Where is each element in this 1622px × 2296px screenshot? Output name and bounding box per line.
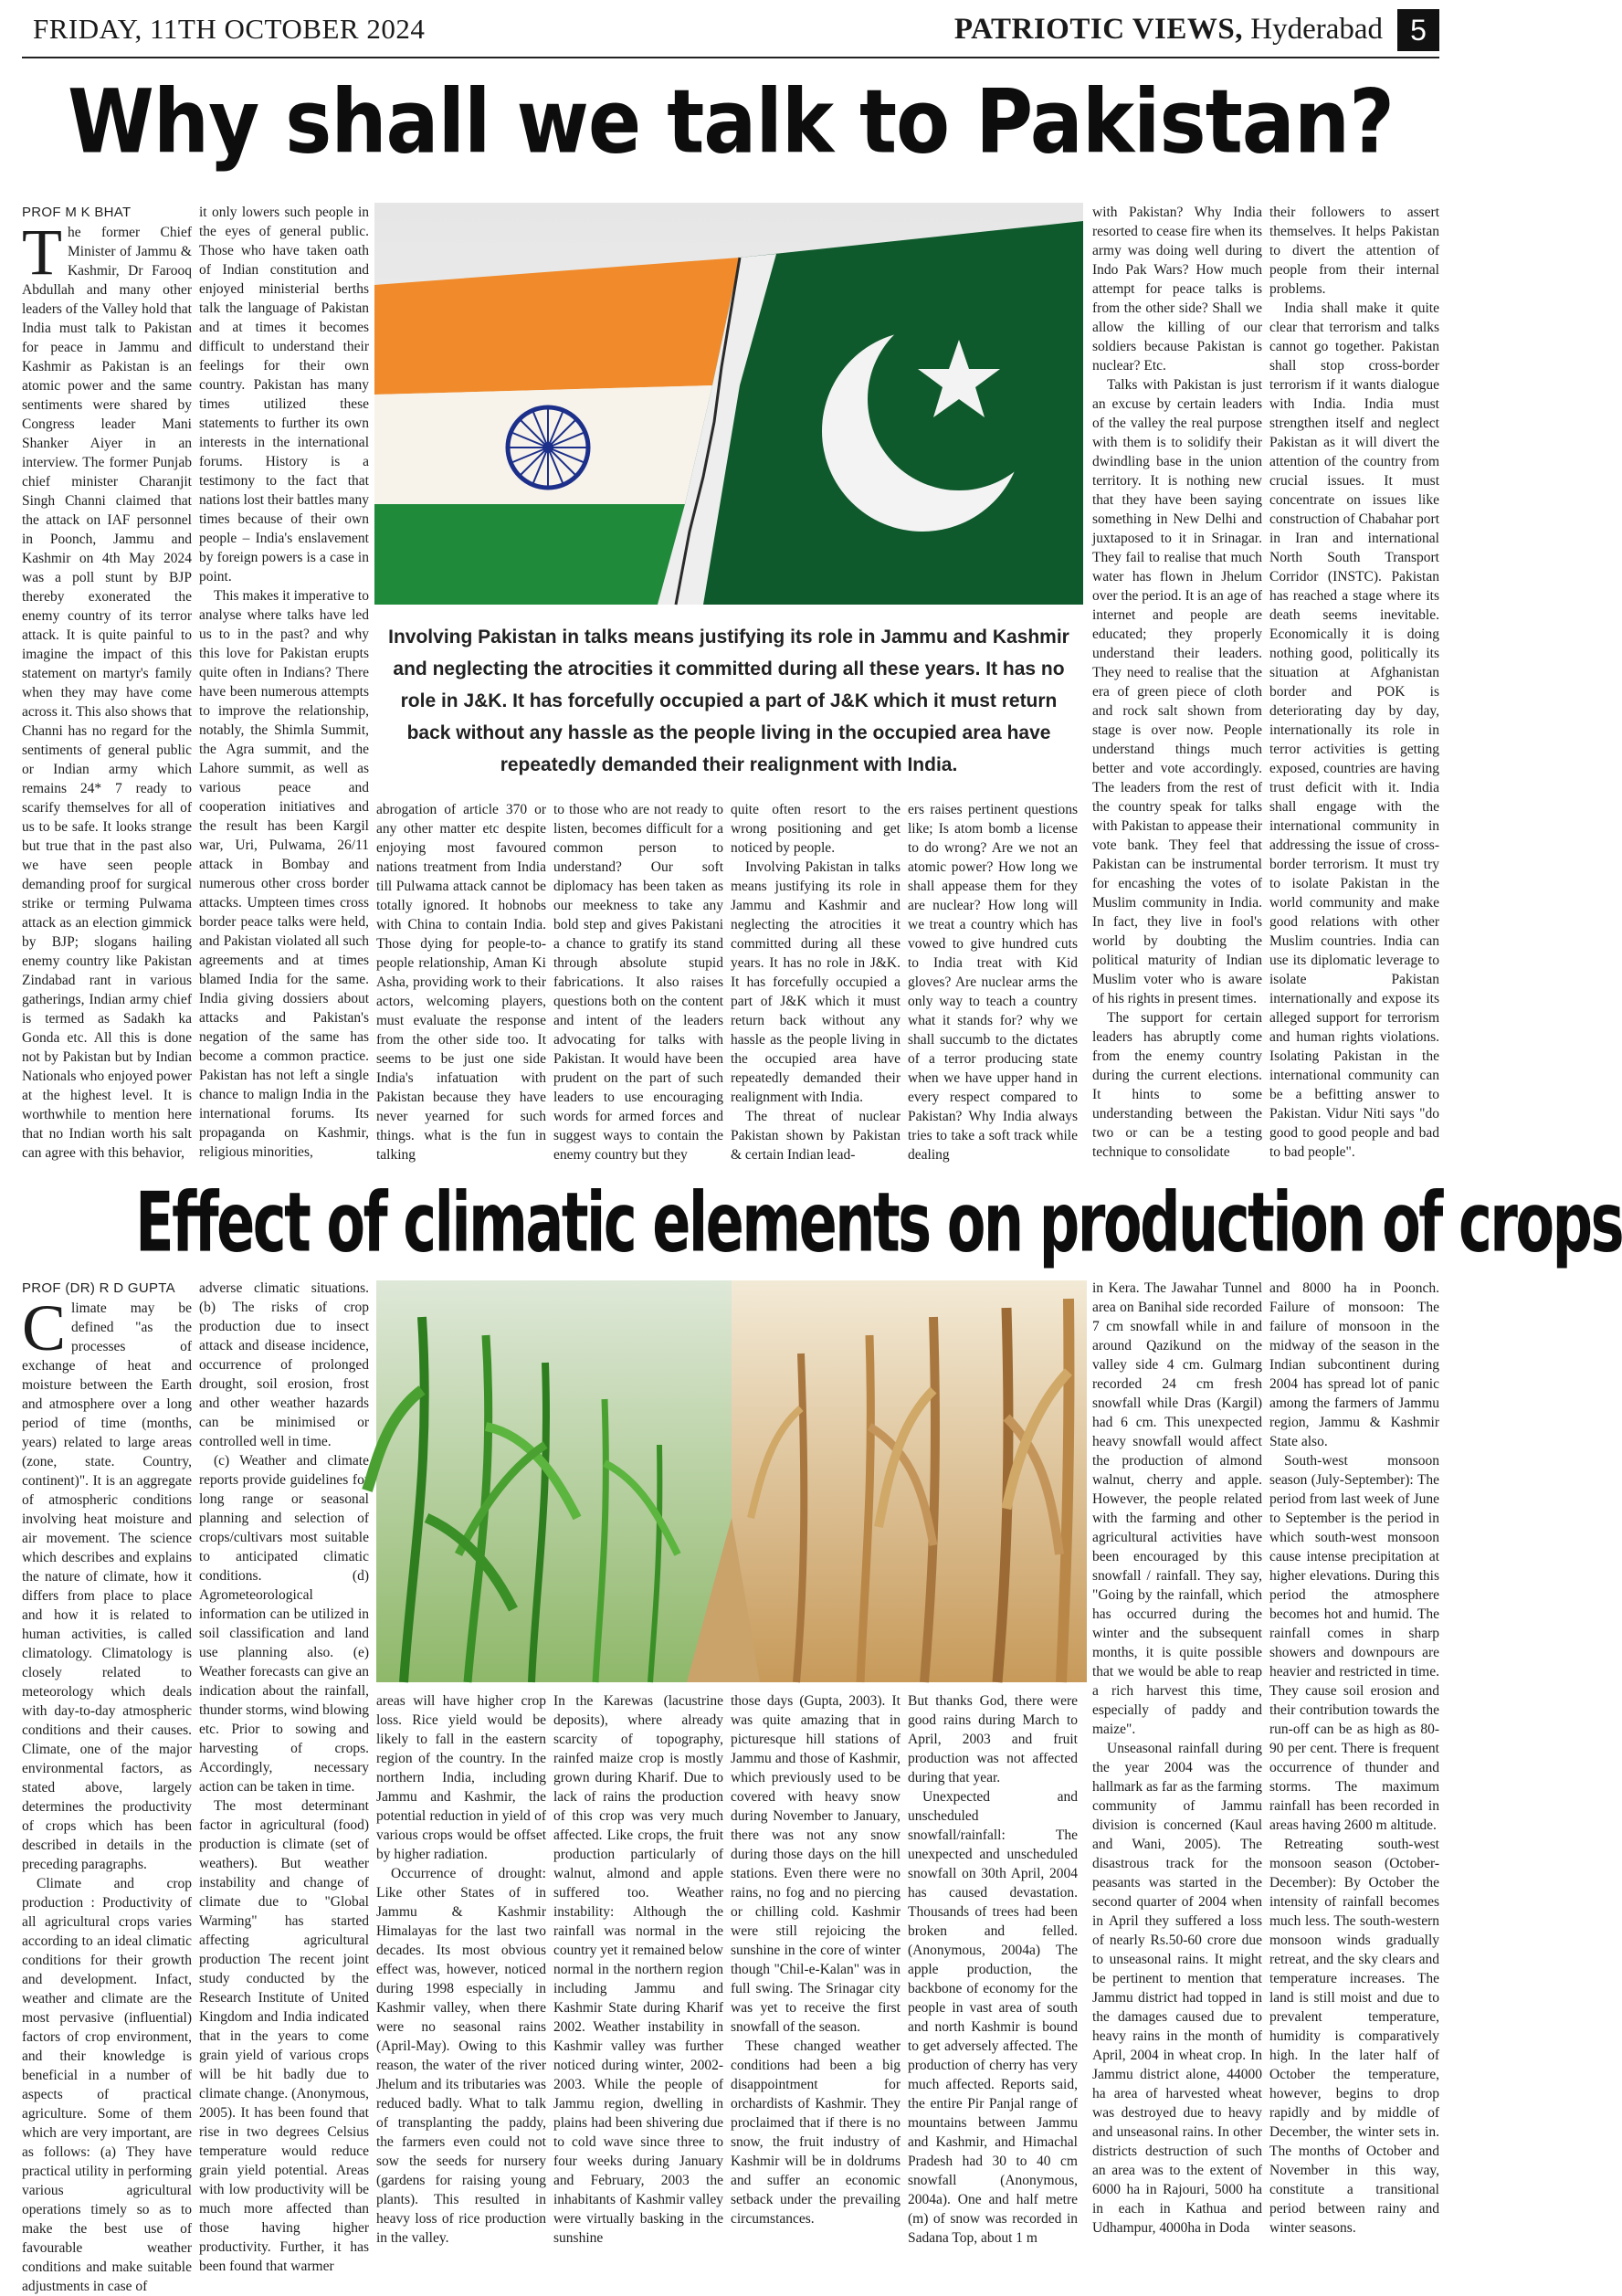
article2-column-2 <box>199 1279 369 2274</box>
article1-col1-text: he former Chief Minister of Jammu & Kashmir, Dr Farooq Abdullah and many other leaders of the Valley hold that India must talk to Pakistan for peace in Jammu and Kashmir as Pakistan is an atomic power and the same sentiments were shared by Congress leader Mani Shanker Aiyer in an interview. The former Punjab chief minister Charanjit Singh Channi claimed that the attack on IAF personnel in Poonch, Jammu and Kashmir on 4th May 2024 was a poll stunt by BJP thereby exonerated the enemy country of its terror attack. It is quite painful to imagine the impact of this statement on martyr's family when they may have come across it. This also shows that Channi has no regard for the sentiments of general public or Indian army which remains 24* 7 ready to scarify themselves for all of us to be safe. It looks strange but true that in the past also we have seen people demanding proof for surgical strike or terming Pulwama attack as an election gimmick by BJP; slogans hailing enemy country like Pakistan Zindabad rant in various gatherings, Indian army chief is termed as Sadakh ka Gonda etc. All this is done not by Pakistan but by Indian Nationals who enjoyed power at the highest level. It is worthwhile to mention here that no Indian worth his salt can agree with this behavior, <box>22 225 192 1161</box>
article1-col2-para-1: it only lowers such people in the eyes of general public. Those who have taken oath of Indian constitution and enjoyed ministerial berths talk the language of Pakistan and at times it becomes difficult to understand their feelings for their own country. Pakistan has many times utilized these statements to further its own interests in the international forums. History is a testimony to the fact that nations lost their battles many times because of their own people – India's enslavement by foreign powers is a case in point. <box>199 205 369 585</box>
paper-city: Hyderabad <box>1250 13 1383 46</box>
article2-col8-para-2: South-west monsoon season (July-September): The period from last week of June to September is the period in which south-west monsoon cause intense precipitation at higher elevations. During this period the atmosphere becomes hot and humid. The rainfall comes in sharp showers and downpours are heavier and restricted in time. They cause soil erosion and their contribution towards the run-off can be as high as 80-90 per cent. There is frequent occurrence of thunder and storms. The maximum rainfall has been recorded in areas having 2600 m altitude. <box>1269 1453 1439 1833</box>
flags-photo <box>374 203 1083 605</box>
article1-column-5 <box>731 800 901 1163</box>
article1-col5-para-1: quite often resort to the wrong positioning and get noticed by people. <box>731 802 901 856</box>
article1-dropcap: T <box>22 216 62 289</box>
issue-date: FRIDAY, 11TH OCTOBER 2024 <box>33 13 426 45</box>
article2-column-5 <box>731 1691 901 2230</box>
article2-headline: Effect of climatic elements on production of crops <box>135 1174 1622 1271</box>
page-number: 5 <box>1397 9 1439 51</box>
article2-col3-para-2: Occurrence of drought: Like other States of in Jammu & Kashmir Himalayas for the last two decades. Its most obvious effect was, however, noticed during 1998 especially in Kashmir valley, when there were no seasonal rains (April-May). Owing to this reason, the water of the river Jhelum and its tributaries was reduced badly. What to talk of transplanting the paddy, the farmers even could not sow the seeds for nursery (gardens for raising young plants). This resulted in heavy loss of rice production in the valley. <box>376 1866 546 2246</box>
article2-column-1 <box>22 1291 192 2294</box>
article2-col5-para-2: These changed weather conditions had been a big disappointment for orchardists of Kashmir. They proclaimed that if there is no snow, the fruit industry of Kashmir will be in doldrums and suffer an economic setback under the prevailing circumstances. <box>731 2038 901 2227</box>
masthead-rule <box>22 57 1439 58</box>
article1-col2-para-2: This makes it imperative to analyse where talks have led us to in the past? and why this love for Pakistan erupts quite often in Indians? There have been numerous attempts to improve the relationship, notably, the Shimla Summit, the Agra summit, and the Lahore summit, as well as various peace and cooperation initiatives and the result has been Kargil war, Uri, Pulwama, 26/11 attack in Bombay and numerous other cross border attacks. Umpteen times cross border peace talks were held, and Pakistan violated all such agreements and at times blamed India for the same. India giving dossiers about attacks and Pakistan's negation of the same has become a common practice. Pakistan has not left a single chance to malign India in the international forums. Its propaganda on Kashmir, religious minorities, <box>199 588 369 1160</box>
green-band <box>374 504 685 605</box>
india-pakistan-flags-image <box>374 203 1083 605</box>
article1-column-7 <box>1092 203 1262 1160</box>
article2-byline: PROF (DR) R D GUPTA <box>22 1280 175 1296</box>
newspaper-name <box>954 13 1383 47</box>
article2-column-4 <box>553 1691 723 2246</box>
article1-column-3 <box>376 800 546 1163</box>
article2-col7-para-2: Unseasonal rainfall during the year 2004 was the hallmark as far as the farming community of Jammu division is concerned (Kaul and Wani, 2005). The disastrous track for the peasants was started in the second quarter of 2004 when in April they suffered a loss of nearly Rs.50-60 crore due to unseasonal rains. It might be pertinent to mention that Jammu district had topped in the damages caused due to heavy rains in the month of April, 2004 in wheat crop. In Jammu district alone, 44000 ha area of harvested wheat was destroyed due to heavy and unseasonal rains. In other districts destruction of such an area was to the extent of 6000 ha in Rajouri, 5000 ha in each in Kathua and Udhampur, 4000ha in Doda <box>1092 1741 1262 2236</box>
paper-title: PATRIOTIC VIEWS, <box>953 13 1243 46</box>
dry-field-backdrop <box>732 1280 1087 1682</box>
article1-column-2-continued <box>199 800 369 1156</box>
article2-dropcap: C <box>22 1291 67 1364</box>
article1-column-4 <box>553 800 723 1163</box>
article1-column-8 <box>1269 203 1439 1160</box>
article2-col6-para-1: But thanks God, there were good rains during March to April, 2003 and fruit production was not affected during that year. <box>908 1693 1078 1785</box>
article1-col6-text: ers raises pertinent questions like; Is atom bomb a license to do wrong? Are we not an atomic power? How long we shall appease them for they are nuclear? How long will we treat a country which has vowed to give hundred cuts to India treat with Kid gloves? Are nuclear arms the only way to teach a country what it stands for? why we shall succumb to the dictates of a terror producing state when we have upper hand in every respect compared to Pakistan? Why India always tries to take a soft track while dealing <box>908 802 1078 1163</box>
article1-col7-para-2: Talks with Pakistan is just an excuse by certain leaders of the valley the real purpose with them is to solidify their dwindling base in the union territory. It is nothing new that they have been saying something in New Delhi and juxtaposed to it in Srinagar. They fail to realise that much water has flown in Jhelum over the period. It is an age of internet and people are educated; they properly understand their leaders. They need to realise that the era of green piece of cloth and rock salt shown from stage is over now. People understand things much better and vote accordingly. The leaders from the rest of the country speak for talks with Pakistan to appease their vote bank. They feel that Pakistan can be instrumental for encashing the votes of Muslim community in India. In fact, they live in fool's world by doubting the political maturity of Indian Muslim voter who is aware of his rights in present times. <box>1092 377 1262 1006</box>
article2-col2-para-2: (c) Weather and climate reports provide guidelines for long range or seasonal planning and selection of crops/cultivars most suitable to anticipated climatic conditions. (d) Agrometeorological information can be utilized in soil classification and land use planning also. (e) Weather forecasts can give an indication about the rainfall, thunder storms, wind blowing etc. Prior to sowing and harvesting of crops. Accordingly, necessary action can be taken in time. <box>199 1453 369 1795</box>
article2-column-3 <box>376 1691 546 2246</box>
article2-col5-para-1: those days (Gupta, 2003). It was quite amazing that in picturesque hill stations of Jammu and those of Kashmir, which previously used to be covered with heavy snow during November to January, there was not any snow during those days on the hill stations. Even there were no rains, no fog and no piercing or chilling cold. Kashmir were still rejoicing the sunshine in the core of winter though "Chil-e-Kalan" was in full swing. The Srinagar city was yet to receive the first snowfall of the season. <box>731 1693 901 2035</box>
article2-col7-para-1: in Kera. The Jawahar Tunnel area on Banihal side recorded 7 cm snowfall while in and around Qazikund on the valley side 4 cm. Gulmarg recorded 24 cm fresh snowfall while Dras (Kargil) had 6 cm. This unexpected heavy snowfall would affect the production of almond walnut, cherry and apple. However, the people related with the farming and other agricultural activities have been encouraged by this snowfall / rainfall. They say, "Going by the rainfall, which has occurred during the winter and the subsequent months, it is quite possible that we would be able to reap a rich harvest this time, especially of paddy and maize". <box>1092 1280 1262 1737</box>
crops-photo <box>376 1280 1087 1682</box>
article1-col7-para-3: The support for certain leaders has abruptly come from the enemy country during the current elections. It hints to some understanding between the two or can be a testing technique to consolidate <box>1092 1010 1262 1160</box>
article1-col3-text: abrogation of article 370 or any other matter etc despite enjoying most favoured nations treatment from India till Pulwama attack cannot be totally ignored. It hobnobs with China to contain India. Those dying for people-to-people relationship, Aman Ki Asha, providing work to their actors, welcoming players, must evaluate the response from the other side too. It seems to be just one side India's infatuation with Pakistan because they have never yearned for such things. what is the fun in talking <box>376 802 546 1163</box>
article2-col2-para-1: adverse climatic situations. (b) The risks of crop production due to insect attack and disease incidence, occurrence of prolonged drought, soil erosion, frost and other weather hazards can be minimised or controlled well in time. <box>199 1280 369 1449</box>
article1-col5-para-3: The threat of nuclear Pakistan shown by Pakistan & certain Indian lead- <box>731 1109 901 1163</box>
article1-col4-text: to those who are not ready to listen, becomes difficult for a common person to understand? Our soft diplomacy has been taken as our meekness to take any bold step and gives Pakistani a chance to gratify its stand through absolute stupid fabrications. It also raises questions both on the content and intent of the leaders advocating for talks with Pakistan. It would have been prudent on the part of such leaders to use encouraging words for armed forces and suggest ways to contain the enemy country but they <box>553 802 723 1163</box>
article1-column-1 <box>22 216 192 1161</box>
article2-col4-text: In the Karewas (lacustrine deposits), where already scarcity of topography, rainfed maize crop is mostly grown during Kharif. Due to lack of rains the production of this crop was very much affected. Like crops, the fruit production particularly of walnut, almond and apple suffered too. Weather instability: Although the rainfall was normal in the country yet it remained below normal in the northern region including Jammu and Kashmir State during Kharif 2002. Weather instability in Kashmir valley was further noticed during winter, 2002-2003. While the people of Jammu region, dwelling in plains had been shivering due to cold wave since three to four weeks during January and February, 2003 the inhabitants of Kashmir valley were virtually basking in the sunshine <box>553 1693 723 2246</box>
article2-column-7 <box>1092 1279 1262 2236</box>
article2-column-6 <box>908 1691 1078 2246</box>
article1-col5-para-2: Involving Pakistan in talks means justifying its role in Jammu and Kashmir and neglecting the atrocities it committed during all these years. It has no role in J&K. It has forcefully occupied a part of J&K which it must return back without any hassle as the people living in the occupied area have repeatedly demanded their realignment with India. <box>731 859 901 1105</box>
article2-col8-para-3: Retreating south-west monsoon season (October-December): By October the intensity of rainfall becomes much less. The south-western monsoon winds gradually retreat, and the sky clears and temperature increases. The land is still moist and due to prevalent temperature, humidity is comparatively high. In the later half of October the temperature, however, begins to drop rapidly and by middle of December, the winter sets in. The months of October and November in this way, constitute a transitional period between rainy and winter seasons. <box>1269 1837 1439 2236</box>
article1-column-6 <box>908 800 1078 1163</box>
ashoka-chakra-icon <box>508 407 588 488</box>
masthead <box>22 9 1439 51</box>
article1-headline: Why shall we talk to Pakistan? <box>68 71 1394 174</box>
article1-col8-para-1: their followers to assert themselves. It helps Pakistan to divert the attention of people from their internal problems. <box>1269 205 1439 297</box>
green-vs-dry-crops-image <box>376 1280 1087 1682</box>
article1-byline: PROF M K BHAT <box>22 205 132 220</box>
article1-col7-para-1: with Pakistan? Why India resorted to cease fire when its army was doing well during Indo Pak Wars? How much attempt for peace talks is from the other side? Shall we allow the killing of our soldiers because Pakistan is nuclear? Etc. <box>1092 205 1262 374</box>
article2-col6-para-2: Unexpected and unscheduled snowfall/rainfall: The unexpected and unscheduled snowfall on 30th April, 2004 has caused devastation. Thousands of trees had been broken and felled. (Anonymous, 2004a) The apple production, the backbone of economy for the people in vast area of south and north Kashmir is bound to get adversely affected. The production of cherry has very much affected. Reports said, the entire Pir Panjal range of mountains between Jammu and Kashmir, and Himachal Pradesh had 30 to 40 cm snowfall (Anonymous, 2004a). One and half metre (m) of snow was recorded in Sadana Top, about 1 m <box>908 1789 1078 2246</box>
article2-column-8 <box>1269 1279 1439 2236</box>
article2-col1-para-1: limate may be defined "as the processes of exchange of heat and moisture between the Earth and atmosphere over a long period of time (months, years) related to large areas (zone, state. Country, continent)". It is an aggregate of atmospheric conditions involving heat moisture and air movement. The science which describes and explains the nature of climate, how it differs from place to place and how it is related to human activities, is called climatology. Climatology is closely related to meteorology which deals with day-to-day atmospheric conditions and their causes. Climate, one of the major environmental factors, as stated above, largely determines the productivity of crops which has been described in details in the preceding paragraphs. <box>22 1301 192 1872</box>
article2-col2-para-3: The most determinant factor in agricultural (food) production is climate (set of weathers). But weather instability and change of climate due to "Global Warming" has started affecting agricultural production The recent joint study conducted by the Research Institute of United Kingdom and India indicated that in the years to come grain yield of various crops will be hit badly due to climate change. (Anonymous, 2005). It has been found that rise in two degrees Celsius temperature would reduce grain yield potential. Areas with low productivity will be much more affected than those having higher productivity. Further, it has been found that warmer <box>199 1798 369 2274</box>
article1-col8-para-2: India shall make it quite clear that terrorism and talks cannot go together. Pakistan shall stop cross-border terrorism if it wants dialogue with India. India must strengthen itself and neglect Pakistan as it will divert the attention of the country from crucial issues. It must concentrate on issues like construction of Chabahar port in Iran and international North South Transport Corridor (INSTC). Pakistan has reached a stage where its death seems inevitable. Economically it is doing nothing good, politically its situation at Afghanistan border and POK is deteriorating day by day, internationally its role in terror activities is getting exposed, countries are having trust deficit with it. India shall engage with the international community in addressing the issue of cross-border terrorism. It must try to isolate Pakistan in the world community and make good relations with other Muslim countries. India can use its diplomatic leverage to isolate Pakistan internationally and expose its alleged support for terrorism and human rights violations. Isolating Pakistan in the international community can be a befitting answer to Pakistan. Vidur Niti says "do good to good people and bad to bad people". <box>1269 300 1439 1160</box>
article2-col8-para-1: and 8000 ha in Poonch. Failure of monsoon: The failure of monsoon in the midway of the season in the Indian subcontinent during 2004 has spread lot of panic among the farmers of Jammu region, Jammu & Kashmir State also. <box>1269 1280 1439 1449</box>
article2-col1-para-2: Climate and crop production : Productivity of all agricultural crops varies according to an ideal climatic conditions for their growth and development. Infact, weather and climate are the most pervasive (influential) factors of crop environment, and their knowledge is beneficial in a number of aspects of practical agriculture. Some of them which are very important, are as follows: (a) They have practical utility in performing various agricultural operations timely so as to make the best use of favourable weather conditions and make suitable adjustments in case of <box>22 1876 192 2294</box>
article1-column-2 <box>199 203 369 1160</box>
flags-caption: Involving Pakistan in talks means justifying its role in Jammu and Kashmir and neglecting the atrocities it committed during all these years. It has no role in J&K. It has forcefully occupied a part of J&K which it must return back without any hassle as the people living in the occupied area have repeatedly demanded their realignment with India. <box>388 627 1069 775</box>
article2-col3-para-1: areas will have higher crop loss. Rice yield would be likely to fall in the eastern region of the country. In the northern India, including Jammu and Kashmir, the potential reduction in yield of various crops would be offset by higher radiation. <box>376 1693 546 1862</box>
